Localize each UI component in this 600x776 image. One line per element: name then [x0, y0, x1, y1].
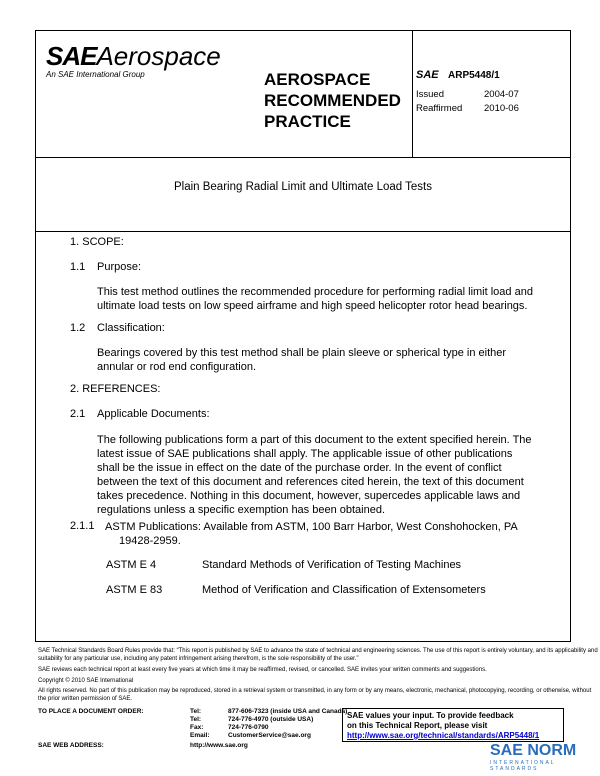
section-1-1-number: 1.1	[70, 261, 86, 273]
sae-norm-stamp: SAE NORM INTERNATIONAL STANDARDS	[490, 742, 577, 772]
reaffirmed-row: Reaffirmed 2010-06	[416, 103, 519, 114]
ref-code: ASTM E 4	[106, 559, 157, 571]
section-1-2-number: 1.2	[70, 322, 86, 334]
sae-aerospace-logo: SAEAerospace An SAE International Group	[46, 41, 221, 79]
section-2-1-1-number: 2.1.1	[70, 520, 95, 532]
document-number: ARP5448/1	[448, 70, 500, 81]
section-2-1-1-text: ASTM Publications: Available from ASTM, 100 Barr Harbor, West Conshohocken, PA 19428-2959.	[105, 521, 518, 547]
footer-rights: All rights reserved. No part of this publication may be reproduced, stored in a retrieval system or transmitted, in any form or by any means, electronic, mechanical, photocopying, recording, or otherwise, without the prior written permission of SAE.	[38, 688, 592, 702]
footer-rules: SAE Technical Standards Board Rules provide that: “This report is published by SAE to advance the state of technical and engineering sciences. The use of this report is entirely voluntary, and its applicability and suitability for any particular use, including any patent infringement arising therefrom, is the sole responsibility of the user.”	[38, 648, 598, 662]
document-frame	[35, 30, 571, 642]
section-1-heading: 1. SCOPE:	[70, 236, 124, 248]
header-bottom-rule	[36, 157, 570, 158]
ref-title: Method of Verification and Classification of Extensometers	[202, 584, 486, 596]
document-type: AEROSPACE RECOMMENDED PRACTICE	[264, 70, 401, 131]
document-title: Plain Bearing Radial Limit and Ultimate Load Tests	[173, 181, 433, 193]
feedback-box: SAE values your input. To provide feedback on this Technical Report, please visit http://www.sae.org/technical/standards/ARP5448/1	[342, 708, 564, 742]
title-bottom-rule	[36, 231, 570, 232]
ref-title: Standard Methods of Verification of Testing Machines	[202, 559, 462, 571]
footer-copyright: Copyright © 2010 SAE International	[38, 678, 134, 684]
section-2-heading: 2. REFERENCES:	[70, 383, 161, 395]
section-1-1-text: This test method outlines the recommended procedure for performing radial limit load and ultimate load tests on low speed airframe and high speed helicopter rotor head bearings.	[97, 286, 533, 312]
feedback-link[interactable]: http://www.sae.org/technical/standards/ARP5448/1	[347, 731, 540, 740]
document-info-box	[412, 31, 572, 157]
issued-row: Issued 2004-07	[416, 89, 519, 100]
section-1-2-text: Bearings covered by this test method shall be plain sleeve or spherical type in either annular or rod end configuration.	[97, 347, 507, 373]
section-1-2-title: Classification:	[97, 322, 165, 334]
section-2-1-title: Applicable Documents:	[97, 408, 210, 420]
section-2-1-number: 2.1	[70, 408, 86, 420]
ref-code: ASTM E 83	[106, 584, 163, 596]
section-1-1-title: Purpose:	[97, 261, 142, 273]
footer-review: SAE reviews each technical report at least every five years at which time it may be reaffirmed, revised, or cancelled. SAE invites your written comments and suggestions.	[38, 667, 487, 673]
sae-mini-logo: SAE	[416, 69, 439, 81]
section-2-1-text: The following publications form a part of this document to the extent specified herein. The latest issue of SAE publications shall apply. The applicable issue of other publications shall be the issue in effect on the date of the purchase order. In the event of conflict between the text of this document and references cited herein, the text of this document takes precedence. Nothing in this document, however, supercedes applicable laws and regulations unless a specific exemption has been obtained.	[97, 434, 532, 516]
logo-tagline: An SAE International Group	[46, 70, 145, 79]
